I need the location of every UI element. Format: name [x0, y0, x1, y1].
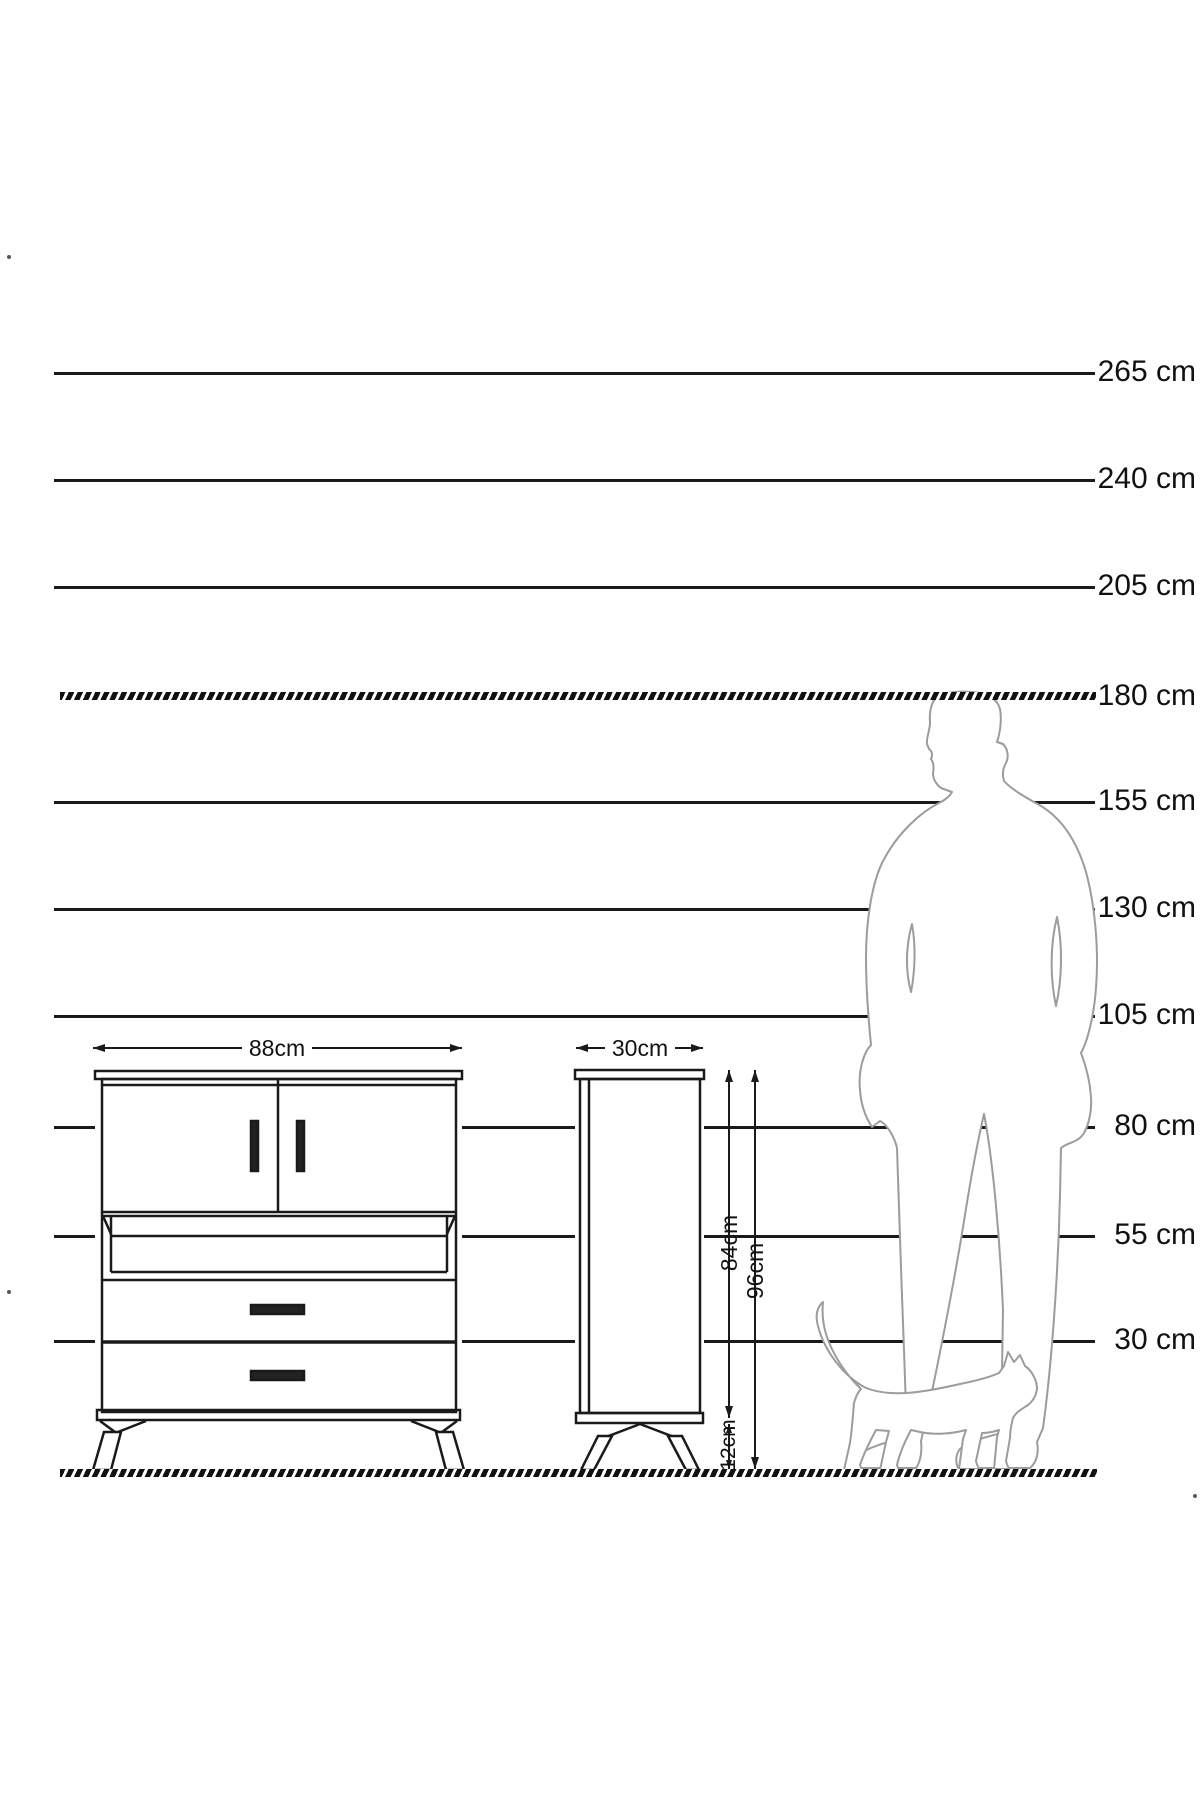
front-width-label: 88cm [242, 1035, 312, 1061]
arrow-right-icon [691, 1044, 703, 1052]
height-label-55: 55 cm [1114, 1218, 1196, 1251]
arrow-right-icon [450, 1044, 462, 1052]
height-label-205: 205 cm [1097, 569, 1196, 602]
body-height-label: 84cm [716, 1214, 742, 1272]
height-label-105: 105 cm [1097, 998, 1196, 1031]
door-handle [297, 1121, 304, 1171]
scan-artifact-dot [7, 1290, 11, 1294]
cabinet-front-legs [93, 1421, 464, 1470]
height-line-180-hatched [60, 692, 1096, 700]
side-depth-label: 30cm [605, 1035, 675, 1061]
arrow-left-icon [576, 1044, 588, 1052]
height-label-265: 265 cm [1097, 355, 1196, 388]
height-label-80: 80 cm [1114, 1109, 1196, 1142]
height-label-240: 240 cm [1097, 462, 1196, 495]
ground-line-hatched [60, 1469, 1097, 1477]
height-label-155: 155 cm [1097, 784, 1196, 817]
drawer-handle [251, 1305, 304, 1314]
leg-height-label: 12cm [717, 1419, 740, 1471]
arrow-up-icon [751, 1070, 759, 1082]
cabinet-side-legs [581, 1424, 699, 1470]
height-label-30: 30 cm [1114, 1323, 1196, 1356]
total-height-label: 96cm [742, 1242, 768, 1300]
drawer-handle [251, 1371, 304, 1380]
scan-artifact-dot [1193, 1494, 1197, 1498]
cabinet-front-view [93, 1044, 464, 1470]
height-label-130: 130 cm [1097, 891, 1196, 924]
door-handle [251, 1121, 258, 1171]
cabinet-side-view [575, 1044, 704, 1470]
height-label-180: 180 cm [1097, 679, 1196, 712]
scan-artifact-dot [7, 255, 11, 259]
arrow-down-icon [751, 1457, 759, 1469]
arrow-left-icon [93, 1044, 105, 1052]
arrow-up-icon [725, 1070, 733, 1082]
man-silhouette [858, 692, 1097, 1468]
